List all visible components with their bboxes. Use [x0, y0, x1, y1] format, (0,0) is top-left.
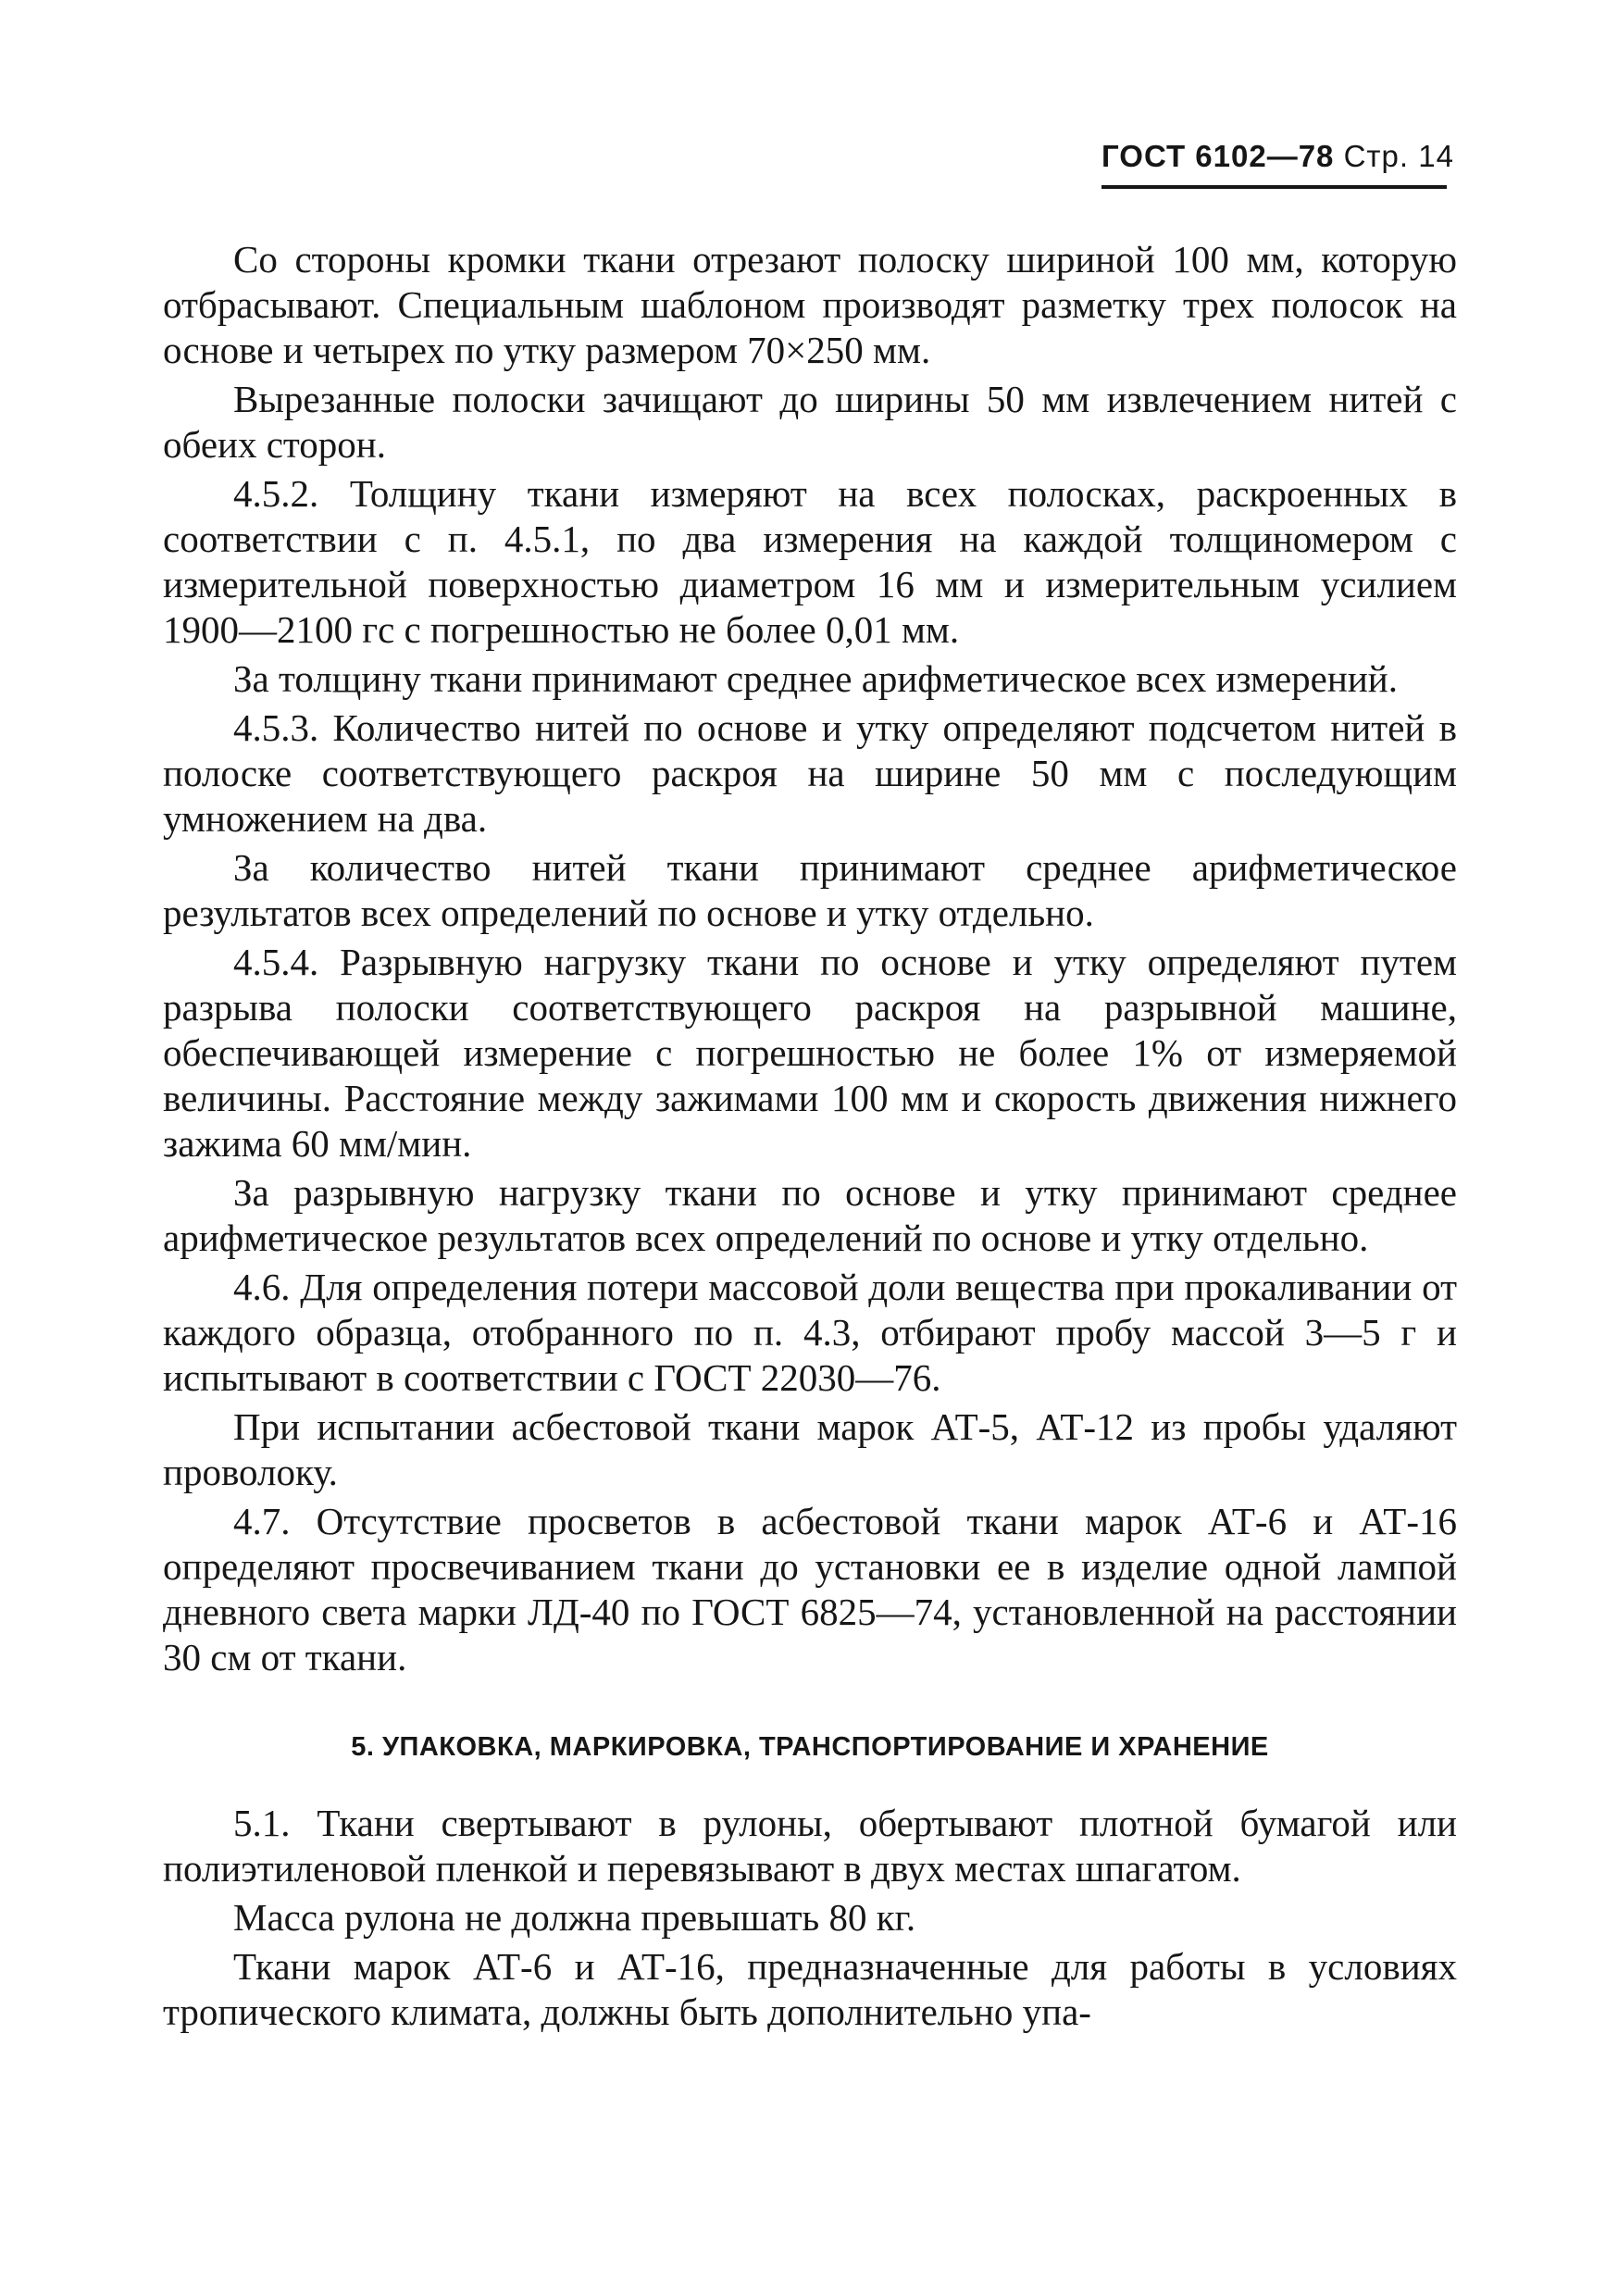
header-rule: [1101, 185, 1447, 189]
paragraph: За толщину ткани принимают среднее арифметическое всех измерений.: [233, 657, 1398, 700]
paragraph: 4.5.2. Толщину ткани измеряют на всех полосках, раскроенных в соответствии с п. 4.5.1, по два измерения на каждой толщиномером с измерительной поверхностью диаметром 16 мм и измерительным усилием 1900—2100 гс с погрешностью не более 0,01 мм.: [163, 472, 1457, 651]
section-heading: 5. УПАКОВКА, МАРКИРОВКА, ТРАНСПОРТИРОВАНИЕ И ХРАНЕНИЕ: [351, 1732, 1269, 1762]
paragraph: При испытании асбестовой ткани марок АТ-5, АТ-12 из пробы удаляют проволоку.: [163, 1405, 1457, 1493]
paragraph: 4.5.4. Разрывную нагрузку ткани по основе и утку определяют путем разрыва полоски соответствующего раскроя на разрывной машине, обеспечивающей измерение с погрешностью не более 1% от измеряемой величины. Расстояние между зажимами 100 мм и скорость движения нижнего зажима 60 мм/мин.: [163, 941, 1457, 1165]
paragraph: Ткани марок АТ-6 и АТ-16, предназначенные для работы в условиях тропического климата, должны быть дополнительно упа-: [163, 1945, 1457, 2033]
paragraph: 4.5.3. Количество нитей по основе и утку определяют подсчетом нитей в полоске соответствующего раскроя на ширине 50 мм с последующим умножением на два.: [163, 706, 1457, 840]
standard-number: ГОСТ 6102—78: [1101, 139, 1335, 173]
paragraph: 4.6. Для определения потери массовой доли вещества при прокаливании от каждого образца, отобранного по п. 4.3, отбирают пробу массой 3—5 г и испытывают в соответствии с ГОСТ 22030—76.: [163, 1266, 1457, 1399]
paragraph: 5.1. Ткани свертывают в рулоны, обертывают плотной бумагой или полиэтиленовой пленкой и перевязывают в двух местах шпагатом.: [163, 1802, 1457, 1890]
paragraph: Масса рулона не должна превышать 80 кг.: [233, 1896, 916, 1939]
body-text: [163, 237, 1457, 2039]
paragraph: За разрывную нагрузку ткани по основе и утку принимают среднее арифметическое результатов всех определений по основе и утку отдельно.: [163, 1171, 1457, 1259]
paragraph: 4.7. Отсутствие просветов в асбестовой ткани марок АТ-6 и АТ-16 определяют просвечиванием ткани до установки ее в изделие одной лампой дневного света марки ЛД-40 по ГОСТ 6825—74, установленной на расстоянии 30 см от ткани.: [163, 1500, 1457, 1678]
paragraph: Со стороны кромки ткани отрезают полоску шириной 100 мм, которую отбрасывают. Специальным шаблоном производят разметку трех полосок на основе и четырех по утку размером 70×250 мм.: [163, 238, 1457, 371]
paragraph: Вырезанные полоски зачищают до ширины 50 мм извлечением нитей с обеих сторон.: [163, 378, 1457, 466]
paragraph: За количество нитей ткани принимают среднее арифметическое результатов всех определений по основе и утку отдельно.: [163, 846, 1457, 934]
running-header: [1101, 139, 1454, 174]
page-number: Стр. 14: [1343, 139, 1454, 173]
